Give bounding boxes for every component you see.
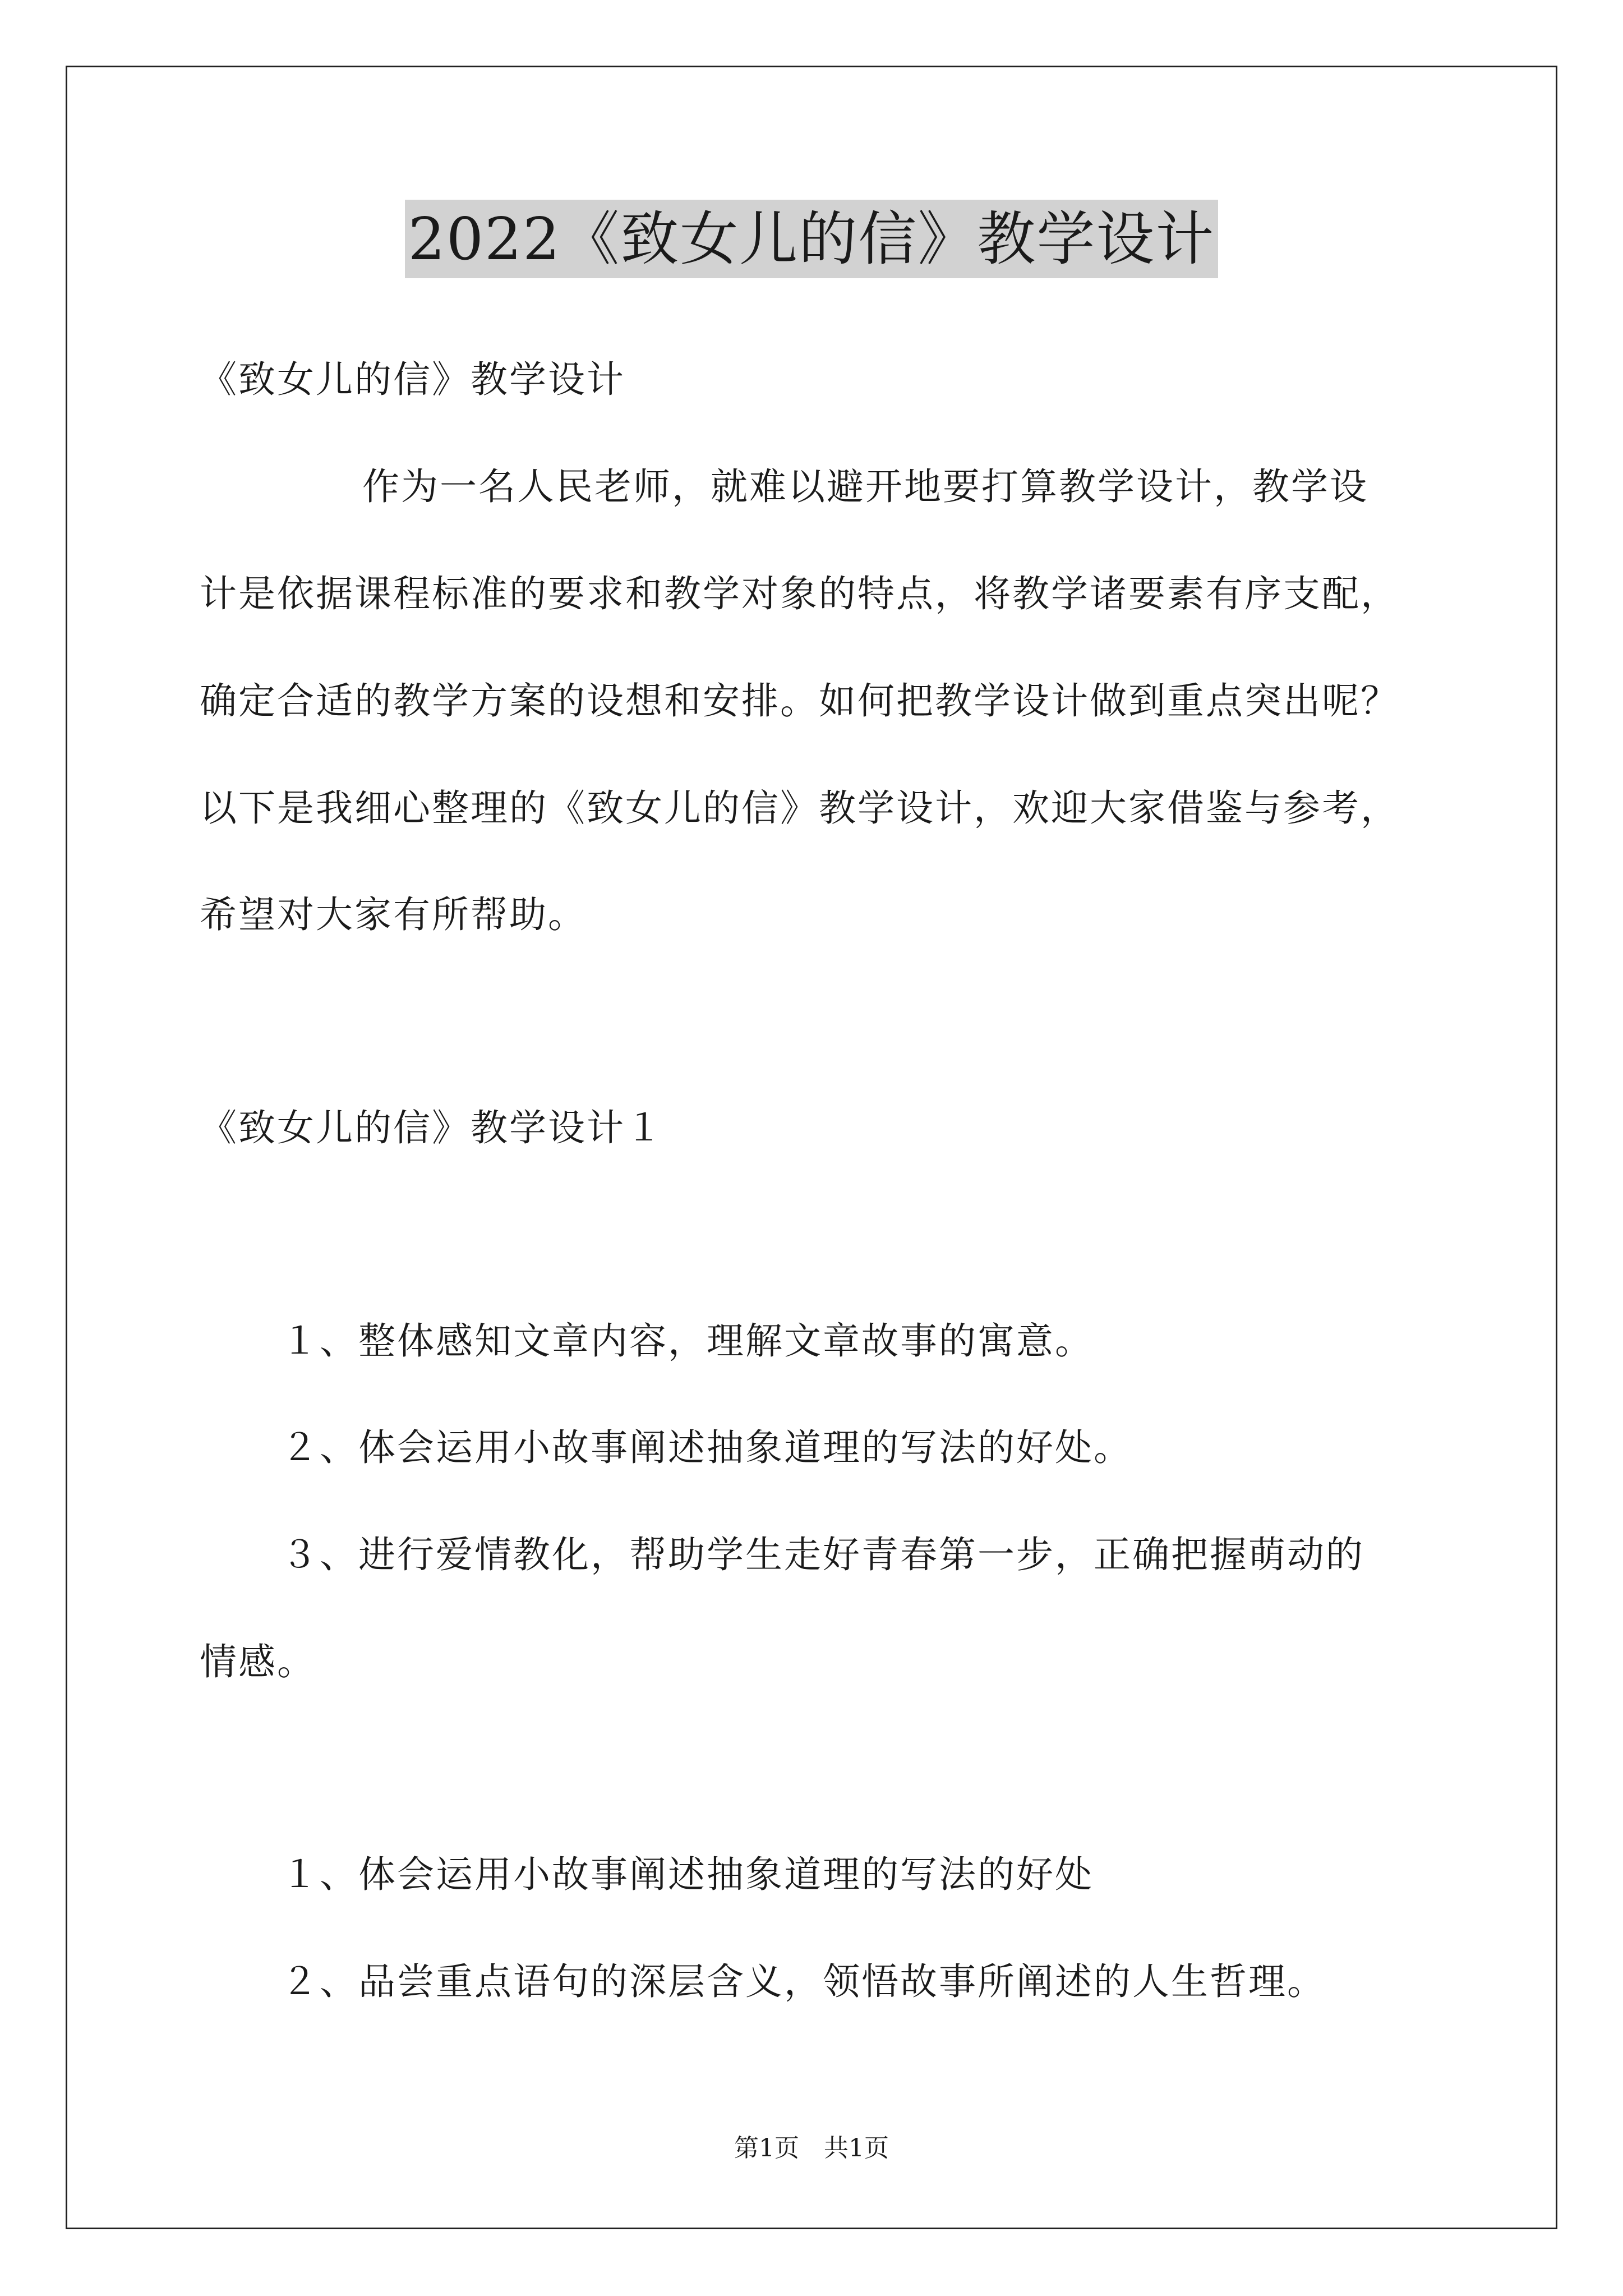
objective-item-1: １、整体感知文章内容，理解文章故事的寓意。	[281, 1319, 1094, 1363]
section-heading: 《致女儿的信》教学设计１	[200, 1106, 664, 1149]
intro-line-3: 确定合适的教学方案的设想和安排。如何把教学设计做到重点突出呢？	[200, 679, 1399, 723]
key-point-1: １、体会运用小故事阐述抽象道理的写法的好处	[281, 1853, 1094, 1896]
objective-item-3-cont: 情感。	[200, 1640, 316, 1683]
document-title: 2022《致女儿的信》教学设计	[405, 200, 1219, 278]
objective-item-2: ２、体会运用小故事阐述抽象道理的写法的好处。	[281, 1426, 1132, 1469]
document-subtitle: 《致女儿的信》教学设计	[200, 358, 625, 401]
intro-line-5: 希望对大家有所帮助。	[200, 893, 587, 936]
page-number-current: 第1页	[734, 2134, 799, 2162]
objective-item-3: ３、进行爱情教化，帮助学生走好青春第一步，正确把握萌动的	[281, 1533, 1364, 1576]
intro-line-1: 作为一名人民老师，就难以避开地要打算教学设计，教学设	[362, 465, 1368, 508]
page-number-total: 共1页	[824, 2134, 889, 2162]
page-footer	[0, 2132, 1623, 2165]
key-point-2: ２、品尝重点语句的深层含义，领悟故事所阐述的人生哲理。	[281, 1960, 1326, 2003]
intro-line-2: 计是依据课程标准的要求和教学对象的特点，将教学诸要素有序支配，	[200, 572, 1399, 615]
title-wrap	[0, 200, 1623, 278]
intro-line-4: 以下是我细心整理的《致女儿的信》教学设计，欢迎大家借鉴与参考，	[200, 786, 1399, 830]
